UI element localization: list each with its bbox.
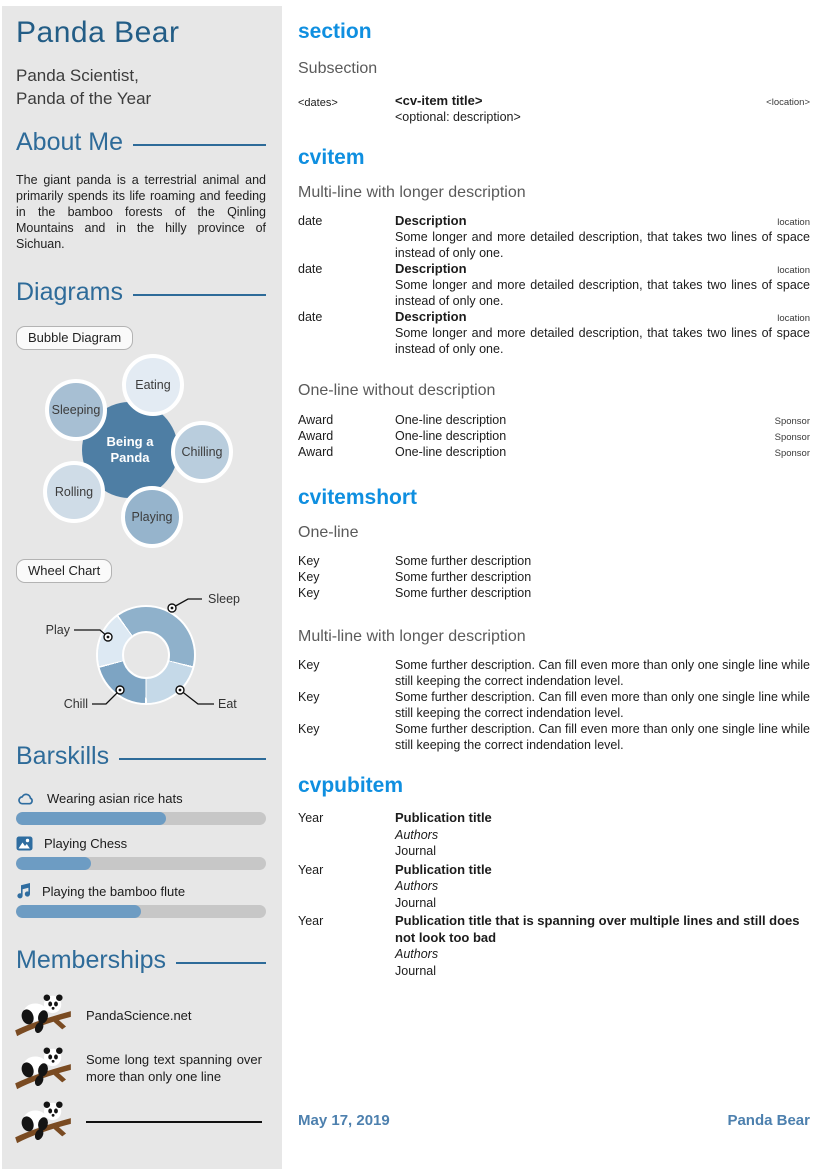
skill-bar-fill [16, 905, 141, 918]
bubble-playing: Playing [121, 486, 183, 548]
tagline-line-1: Panda Scientist, [16, 66, 139, 85]
cvitem-entry: date Description location Some longer and more detailed description, that takes two lines of space instead of only one. [298, 309, 810, 356]
publication-rows [298, 810, 810, 981]
main-column [298, 0, 810, 1169]
short-row: Key Some further description [298, 554, 532, 568]
membership-item [14, 1098, 266, 1146]
wheel-label-chill: Chill [63, 697, 88, 711]
publication-row: Year Publication title Authors Journal [298, 810, 810, 860]
cvitemshort-title: cvitemshort [298, 486, 418, 509]
skill-bar-track [16, 857, 266, 870]
person-tagline [16, 64, 151, 110]
cvitem-title: cvitem [298, 146, 365, 169]
long-row: Key Some further description. Can fill even more than only one single line while still keeping the correct indendation level. [298, 722, 810, 752]
music-note-icon [16, 883, 31, 899]
sidebar [2, 6, 282, 1169]
cloud-icon [16, 792, 36, 806]
footer-date: May 17, 2019 [298, 1112, 390, 1129]
cvitem-entry: date Description location Some longer and more detailed description, that takes two lines of space instead of only one. [298, 261, 810, 308]
publication-row: Year Publication title Authors Journal [298, 862, 810, 912]
cvitemshort-sub-oneline: One-line [298, 524, 359, 541]
heading-rule [176, 962, 266, 964]
barskills-heading: Barskills [16, 742, 266, 771]
person-name: Panda Bear [16, 16, 180, 49]
wheel-label-eat: Eat [218, 697, 237, 711]
skill-bar-track [16, 905, 266, 918]
long-row: Key Some further description. Can fill even more than only one single line while still keeping the correct indendation level. [298, 690, 810, 720]
cvitem-sub-oneline: One-line without description [298, 382, 496, 399]
publication-journal: Journal [395, 895, 436, 910]
cvitemshort-sub-multi: Multi-line with longer description [298, 628, 526, 645]
bubble-sleeping: Sleeping [45, 379, 107, 441]
tagline-line-2: Panda of the Year [16, 89, 152, 108]
membership-item: PandaScience.net [14, 991, 266, 1039]
skill-bar-fill [16, 857, 91, 870]
heading-rule [133, 144, 266, 146]
membership-item: Some long text spanning over more than only one line [14, 1044, 266, 1092]
award-rows [298, 412, 810, 460]
cvitem-entry: date Description location Some longer and more detailed description, that takes two lines of space instead of only one. [298, 213, 810, 260]
cv-item-dates: <dates> [298, 97, 338, 109]
subsection-title: Subsection [298, 60, 378, 77]
wheel-chart-chip: Wheel Chart [16, 559, 112, 583]
wheel-label-play: Play [45, 623, 70, 637]
publication-title: Publication title [395, 810, 492, 825]
skill-bar-track [16, 812, 266, 825]
publication-authors: Authors [395, 947, 439, 961]
cvitem-sub-multi: Multi-line with longer description [298, 184, 526, 201]
skill-chess: Playing Chess [16, 836, 266, 870]
bubble-eating: Eating [122, 354, 184, 416]
cv-item-template-row [298, 93, 810, 125]
publication-journal: Journal [395, 963, 436, 978]
footer [298, 1112, 810, 1129]
footer-name: Panda Bear [727, 1112, 810, 1129]
bubble-diagram-chip: Bubble Diagram [16, 326, 133, 350]
short-row: Key Some further description [298, 570, 532, 584]
membership-blank-line [86, 1121, 262, 1123]
publication-authors: Authors [395, 827, 439, 842]
wheel-label-sleep: Sleep [208, 592, 240, 606]
publication-title: Publication title [395, 861, 492, 877]
panda-icon [14, 1098, 72, 1146]
publication-journal: Journal [395, 844, 436, 858]
award-row: Award One-line description Sponsor [298, 445, 810, 459]
cvitem-entries [298, 213, 810, 357]
award-row: Award One-line description Sponsor [298, 429, 810, 443]
diagrams-heading: Diagrams [16, 278, 266, 307]
short-rows [298, 553, 810, 601]
long-rows [298, 657, 810, 753]
skill-flute: Playing the bamboo flute [16, 883, 266, 918]
picture-icon [16, 836, 33, 851]
publication-row: Year Publication title that is spanning over multiple lines and still does not look too bad Authors Journal [298, 913, 810, 979]
short-row: Key Some further description [298, 586, 532, 600]
about-heading: About Me [16, 128, 266, 157]
memberships-heading: Memberships [16, 946, 266, 975]
panda-icon [14, 1044, 72, 1092]
cv-item-location: <location> [766, 97, 810, 108]
long-row: Key Some further description. Can fill even more than only one single line while still keeping the correct indendation level. [298, 658, 810, 688]
bubble-center: Being a Panda [82, 402, 178, 498]
cv-item-description: <optional: description> [395, 110, 521, 124]
cv-item-title: <cv-item title> [395, 93, 483, 108]
bubble-diagram [16, 352, 266, 557]
panda-icon [14, 991, 72, 1039]
bubble-rolling: Rolling [43, 461, 105, 523]
heading-rule [119, 758, 266, 760]
skill-rice-hats: Wearing asian rice hats [16, 791, 266, 825]
award-row: Award One-line description Sponsor [298, 413, 810, 427]
publication-authors: Authors [395, 879, 439, 893]
bubble-chilling: Chilling [171, 421, 233, 483]
about-text: The giant panda is a terrestrial animal and primarily spends its life roaming and feeding in the bamboo forests of the Qinling Mountains and in the hilly province of Sichuan. [16, 173, 266, 251]
publication-title: Publication title that is spanning over multiple lines and still does not look too bad [395, 913, 800, 945]
heading-rule [133, 294, 266, 296]
cvpubitem-title: cvpubitem [298, 774, 404, 797]
wheel-chart [16, 592, 266, 727]
skill-bar-fill [16, 812, 166, 825]
section-title: section [298, 20, 372, 43]
